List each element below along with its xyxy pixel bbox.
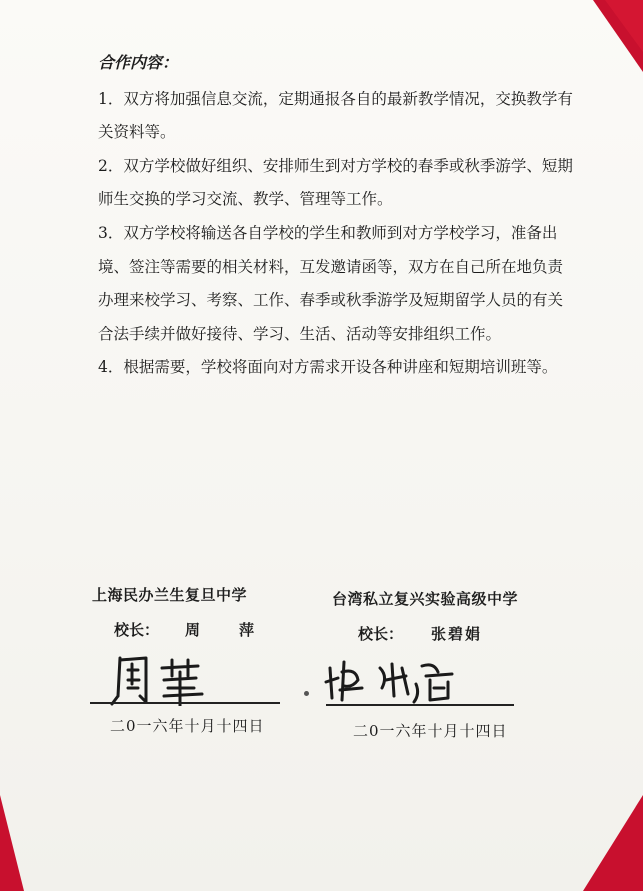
left-signature-line — [90, 702, 280, 704]
content-item-2: 2．双方学校做好组织、安排师生到对方学校的春季或秋季游学、短期师生交换的学习交流、教学、管理等工作。 — [98, 156, 573, 209]
left-school-name: 上海民办兰生复旦中学 — [92, 586, 248, 604]
right-date: 二0一六年十月十四日 — [353, 722, 508, 740]
right-signature-block — [332, 588, 542, 644]
content-item-1: 1．双方将加强信息交流，定期通报各自的最新教学情况，交换教学有关资料等。 — [98, 89, 573, 142]
left-principal — [92, 619, 292, 640]
right-principal-name: 张碧娟 — [431, 625, 483, 643]
ink-dot — [304, 691, 309, 696]
left-handwritten-signature — [106, 650, 216, 710]
bottom-left-red-corner — [0, 795, 24, 891]
right-principal — [332, 623, 542, 644]
cooperation-content — [98, 46, 578, 385]
content-item-4: 4．根据需要，学校将面向对方需求开设各种讲座和短期培训班等。 — [98, 358, 558, 377]
left-date: 二0一六年十月十四日 — [110, 717, 265, 735]
content-item-3: 3．双方学校将输送各自学校的学生和教师到对方学校学习，准备出境、签注等需要的相关材料，互发邀请函等，双方在自己所在地负责办理来校学习、考察、工作、春季或秋季游学及短期留学人员的有关合法手续并做好接待、学习、生活、活动等安排组织工作。 — [98, 223, 564, 343]
content-heading: 合作内容： — [98, 53, 179, 72]
left-principal-name: 周 萍 — [185, 621, 267, 639]
right-signature-line — [326, 704, 514, 706]
right-school-name: 台湾私立复兴实验高级中学 — [332, 590, 519, 608]
bottom-right-red-corner — [583, 795, 643, 891]
left-signature-block — [92, 584, 292, 640]
left-principal-label: 校长： — [114, 621, 160, 639]
right-principal-label: 校长： — [358, 625, 404, 643]
